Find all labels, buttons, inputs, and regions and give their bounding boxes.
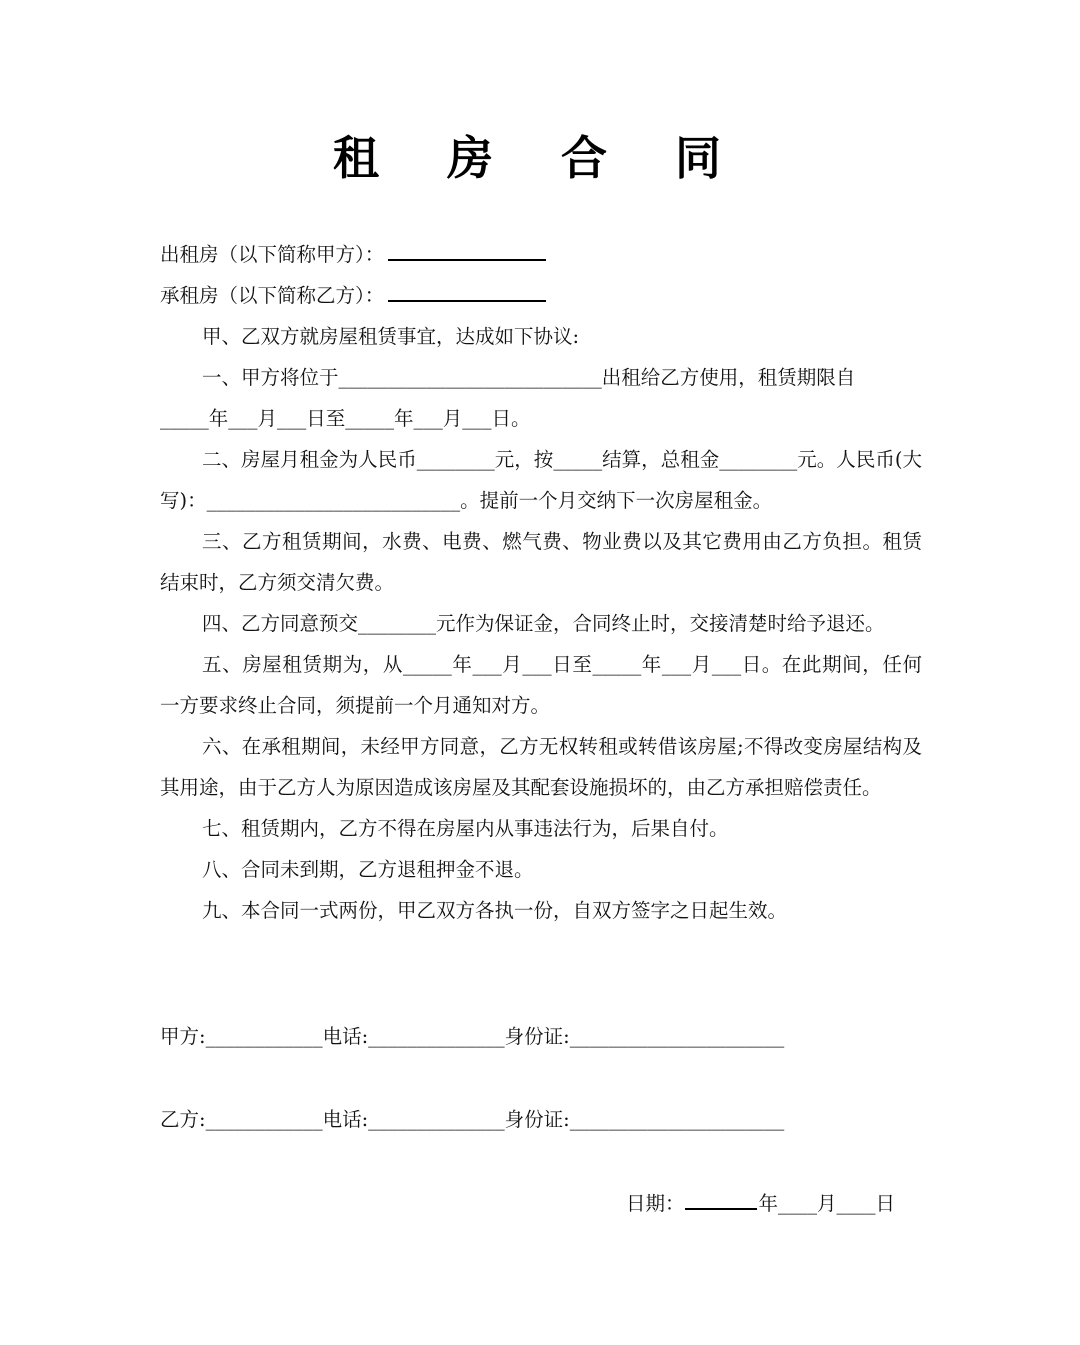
clause-8: 八、合同未到期，乙方退租押金不退。: [202, 858, 534, 881]
clause-6: 六、在承租期间，未经甲方同意，乙方无权转租或转借该房屋;不得改变房屋结构及其用途，由于乙方人为原因造成该房屋及其配套设施损坏的，由乙方承担赔偿责任。: [160, 735, 922, 799]
clause-9: 九、本合同一式两份，甲乙双方各执一份，自双方签字之日起生效。: [202, 899, 788, 922]
clause-3: 三、乙方租赁期间，水费、电费、燃气费、物业费以及其它费用由乙方负担。租赁结束时，乙方须交清欠费。: [160, 530, 922, 594]
date-label: 日期：: [626, 1192, 685, 1215]
clause-1-line-2: _____年___月___日至_____年___月___日。: [160, 407, 531, 430]
party-b-label: 承租房（以下简称乙方）：: [160, 284, 385, 307]
party-a-line: [160, 234, 922, 275]
page-title: 租 房 合 同: [332, 131, 748, 185]
party-b-blank[interactable]: [388, 278, 546, 302]
party-a-label: 出租房（以下简称甲方）：: [160, 243, 385, 266]
contract-body: [160, 234, 922, 931]
clause-5: 五、房屋租赁期为，从_____年___月___日至_____年___月___日。在此期间，任何一方要求终止合同，须提前一个月通知对方。: [160, 653, 922, 717]
date-line: [626, 1186, 895, 1220]
date-rest: 年____月____日: [758, 1192, 896, 1215]
party-a-blank[interactable]: [388, 237, 546, 261]
clause-1-line-1: 一、甲方将位于___________________________出租给乙方使用，租赁期限自: [202, 366, 856, 389]
party-a-signature-line: 甲方:____________电话:______________身份证:______________________: [160, 1025, 785, 1048]
party-b-line: [160, 275, 922, 316]
clause-7: 七、租赁期内，乙方不得在房屋内从事违法行为，后果自付。: [202, 817, 729, 840]
intro-text: 甲、乙双方就房屋租赁事宜，达成如下协议:: [202, 325, 580, 348]
clause-2: 二、房屋月租金为人民币________元，按_____结算，总租金________元。人民币(大写)：__________________________。提前一个月交纳下一次房屋租金。: [160, 448, 922, 512]
clause-4: 四、乙方同意预交________元作为保证金，合同终止时，交接清楚时给予退还。: [202, 612, 885, 635]
party-b-signature-line: 乙方:____________电话:______________身份证:______________________: [160, 1108, 785, 1131]
date-year-blank[interactable]: [685, 1186, 757, 1210]
